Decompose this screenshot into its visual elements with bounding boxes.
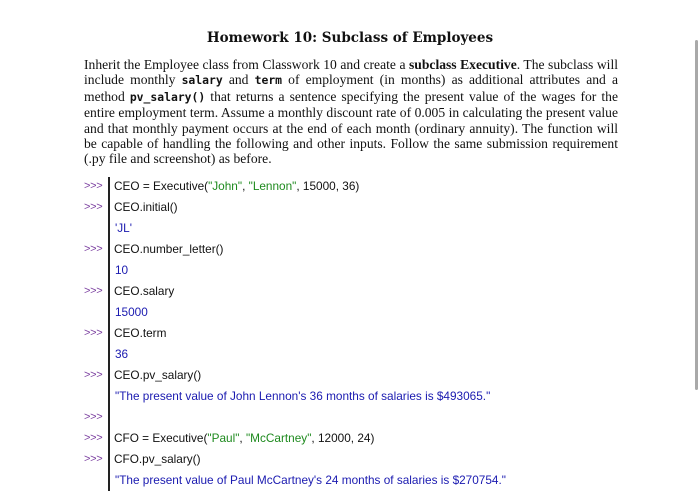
code-segment: ,: [239, 431, 246, 445]
code-text: CEO.number_letter(): [114, 242, 224, 256]
string-literal: "John": [208, 179, 243, 193]
code-text: CFO.pv_salary(): [114, 452, 201, 466]
prompt-marker: >>>: [84, 411, 103, 423]
output-text: "The present value of John Lennon's 36 months of salaries is $493065.": [115, 389, 491, 403]
prompt-marker: >>>: [84, 432, 103, 444]
string-literal: "Lennon": [248, 179, 297, 193]
output-text: 15000: [115, 305, 148, 319]
prompt-marker: >>>: [84, 369, 103, 381]
para-text: and: [222, 72, 255, 88]
output-text: 36: [115, 347, 129, 361]
code-text: CEO.pv_salary(): [114, 368, 202, 382]
page-title: Homework 10: Subclass of Employees: [206, 30, 494, 46]
para-code-pv-salary: pv_salary(): [129, 89, 206, 104]
python-shell-session: [84, 177, 604, 491]
prompt-marker: >>>: [84, 285, 103, 297]
para-bold-subclass: subclass Executive: [409, 57, 517, 72]
code-segment: , 12000, 24): [311, 431, 375, 445]
prompt-divider: [108, 177, 110, 491]
output-text: 10: [115, 263, 129, 277]
code-text: CEO.initial(): [114, 200, 178, 214]
prompt-marker: >>>: [84, 453, 103, 465]
scrollbar-thumb[interactable]: [695, 40, 698, 390]
code-text: CEO.salary: [114, 284, 175, 298]
para-text: that returns a sentence specifying the present value of the wages for the entire employment term. Assume a monthly discount rate of 0.005 in calculating the present value and that monthly payment occurs at the end of each month (ordinary annuity). The function will be capable of handling the following and other inputs. Follow the same submission requirement (.py file and screenshot) as before.: [84, 88, 618, 167]
para-code-salary: salary: [181, 73, 223, 88]
code-segment: ,: [242, 179, 249, 193]
code-text: CEO.term: [114, 326, 167, 340]
prompt-marker: >>>: [84, 327, 103, 339]
string-literal: "Paul": [207, 431, 240, 445]
output-text: 'JL': [115, 221, 132, 235]
code-segment: CEO = Executive(: [114, 179, 209, 193]
para-text: of employment (in months) as additional attributes and a method: [84, 72, 618, 104]
string-literal: "McCartney": [245, 431, 312, 445]
code-text: [114, 429, 374, 447]
output-text: "The present value of Paul McCartney's 24 months of salaries is $270754.": [115, 473, 506, 487]
code-segment: , 15000, 36): [296, 179, 360, 193]
code-segment: CFO = Executive(: [114, 431, 208, 445]
para-code-term: term: [254, 73, 283, 88]
code-text: [114, 177, 359, 195]
prompt-marker: >>>: [84, 201, 103, 213]
prompt-marker: >>>: [84, 180, 103, 192]
prompt-marker: >>>: [84, 243, 103, 255]
para-text: . The subclass will include monthly: [84, 57, 619, 88]
para-text: Inherit the Employee class from Classwork 10 and create a: [84, 57, 409, 72]
vertical-scrollbar[interactable]: [692, 0, 700, 495]
instructions-paragraph: [84, 57, 618, 167]
